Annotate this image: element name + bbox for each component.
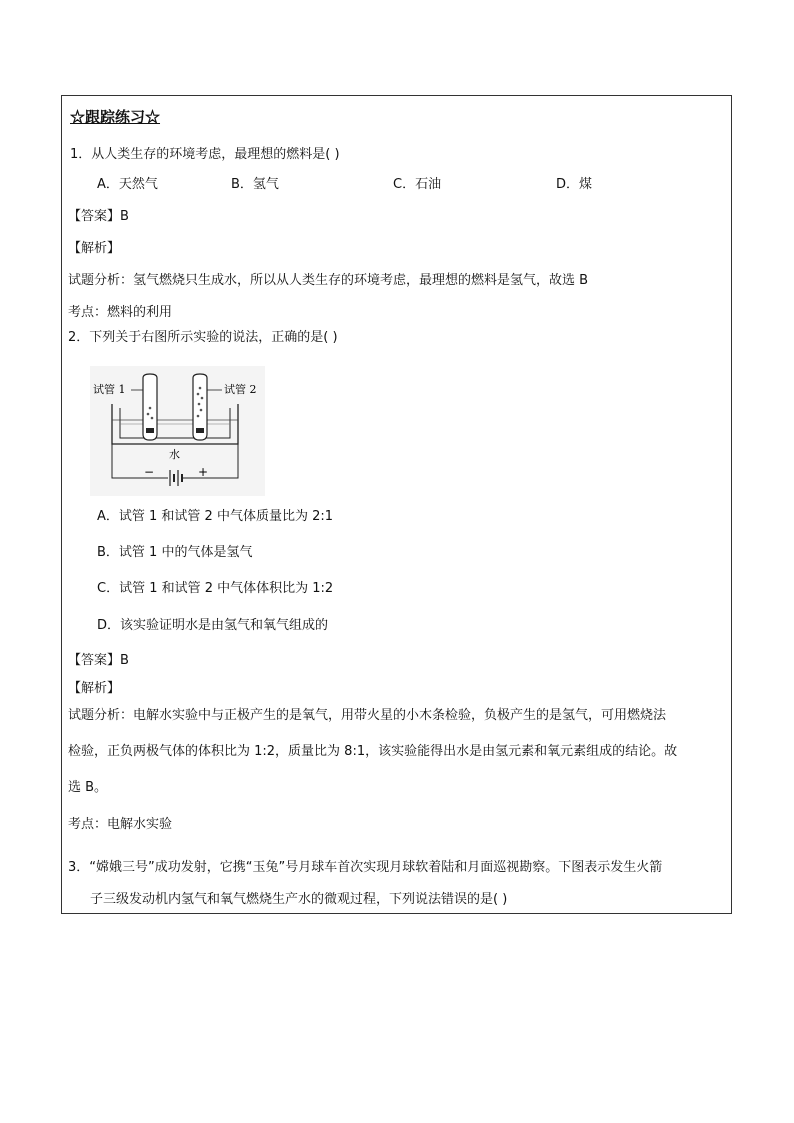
question-1-option-a: A．天然气: [97, 177, 158, 192]
question-1-option-b: B．氢气: [231, 177, 279, 192]
question-1-point: 考点：燃料的利用: [68, 305, 173, 320]
question-2-stem: 2．下列关于右图所示实验的说法，正确的是( ): [68, 330, 338, 345]
minus-sign: −: [144, 465, 155, 479]
question-1-option-d: D．煤: [556, 177, 593, 192]
question-3-stem-line-1: 3．“嫦娥三号”成功发射，它携“玉兔”号月球车首次实现月球软着陆和月面巡视勘察。下图表示发生火箭: [68, 860, 663, 875]
question-2-option-a: A．试管 1 和试管 2 中气体质量比为 2:1: [97, 509, 334, 524]
question-3-stem-line-2: 子三级发动机内氢气和氧气燃烧生产水的微观过程，下列说法错误的是( ): [90, 892, 508, 907]
plus-sign: +: [198, 465, 209, 479]
tube-2-label: 试管 2: [224, 383, 257, 396]
electrolysis-diagram: [90, 366, 265, 496]
question-2-option-b: B．试管 1 中的气体是氢气: [97, 545, 253, 560]
question-2-point: 考点：电解水实验: [68, 817, 173, 832]
electrode-1: [146, 428, 154, 433]
question-1-stem: 1．从人类生存的环境考虑，最理想的燃料是( ): [70, 147, 340, 162]
question-2-analysis-line-2: 检验，正负两极气体的体积比为 1:2，质量比为 8:1，该实验能得出水是由氢元素和氧元素组成的结论。故: [68, 744, 678, 759]
question-2-analysis-line-3: 选 B。: [68, 780, 108, 795]
question-2-answer: 【答案】B: [68, 653, 129, 668]
exercise-frame: [61, 95, 732, 914]
question-1-answer: 【答案】B: [68, 209, 129, 224]
question-2-option-c: C．试管 1 和试管 2 中气体体积比为 1:2: [97, 581, 334, 596]
water-label: 水: [169, 448, 180, 461]
section-title: ☆跟踪练习☆: [70, 108, 161, 126]
question-2-analysis-label: 【解析】: [68, 681, 121, 696]
question-1-analysis: 试题分析：氢气燃烧只生成水，所以从人类生存的环境考虑，最理想的燃料是氢气，故选 B: [68, 273, 589, 288]
tube-1-label: 试管 1: [93, 383, 126, 396]
electrode-2: [196, 428, 204, 433]
question-2-option-d: D．该实验证明水是由氢气和氧气组成的: [97, 618, 329, 633]
question-1-option-c: C．石油: [393, 177, 442, 192]
question-1-analysis-label: 【解析】: [68, 241, 121, 256]
question-2-analysis-line-1: 试题分析：电解水实验中与正极产生的是氧气，用带火星的小木条检验，负极产生的是氢气，可用燃烧法: [68, 708, 667, 723]
